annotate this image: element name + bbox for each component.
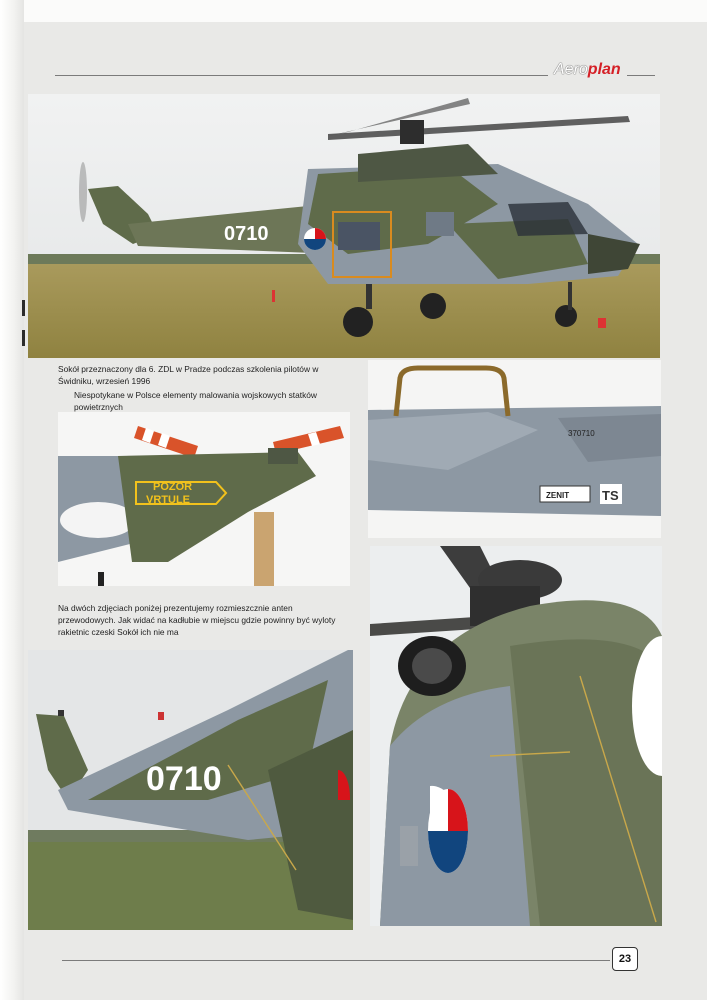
ts-mark: TS	[602, 488, 619, 503]
logo-part-plan: plan	[587, 61, 621, 78]
caption-markings: Niespotykane w Polsce elementy malowania wojskowych statków powietrznych	[74, 390, 317, 412]
warning-text-line1: POZOR	[153, 481, 193, 493]
zenit-logo: ZENIT	[546, 491, 570, 500]
helicopter-serial: 0710	[224, 223, 269, 245]
caption-antennas: Na dwóch zdjęciach poniżej prezentujemy rozmieszcznie anten przewodowych. Jak widać na kadłubie w miejscu gdzie powinny być wyloty rakietnic czeski Sokół ich nie ma	[58, 603, 336, 637]
binder-mark	[22, 330, 25, 346]
photo-helicopter-side	[28, 94, 660, 358]
photo-rotor-hub-closeup	[370, 546, 662, 926]
footer-rule	[62, 960, 610, 961]
binder-mark	[22, 300, 25, 316]
photo-tail-boom-markings	[368, 360, 661, 538]
photo-rotor-blade-warning	[58, 412, 350, 586]
tail-serial: 370710	[568, 429, 595, 438]
fuselage-serial: 0710	[146, 760, 222, 798]
magazine-logo	[548, 58, 627, 82]
page-top-margin	[0, 0, 707, 22]
page-binding-edge	[0, 0, 24, 1000]
warning-text-line2: VRTULE	[146, 494, 190, 506]
photo-rear-fuselage	[28, 650, 353, 930]
caption-top-photo: Sokół przeznaczony dla 6. ZDL w Pradze podczas szkolenia pilotów w Świdniku, wrzesień 1996	[58, 364, 319, 386]
logo-part-aero: Aero	[554, 61, 588, 78]
page-number: 23	[612, 947, 638, 971]
